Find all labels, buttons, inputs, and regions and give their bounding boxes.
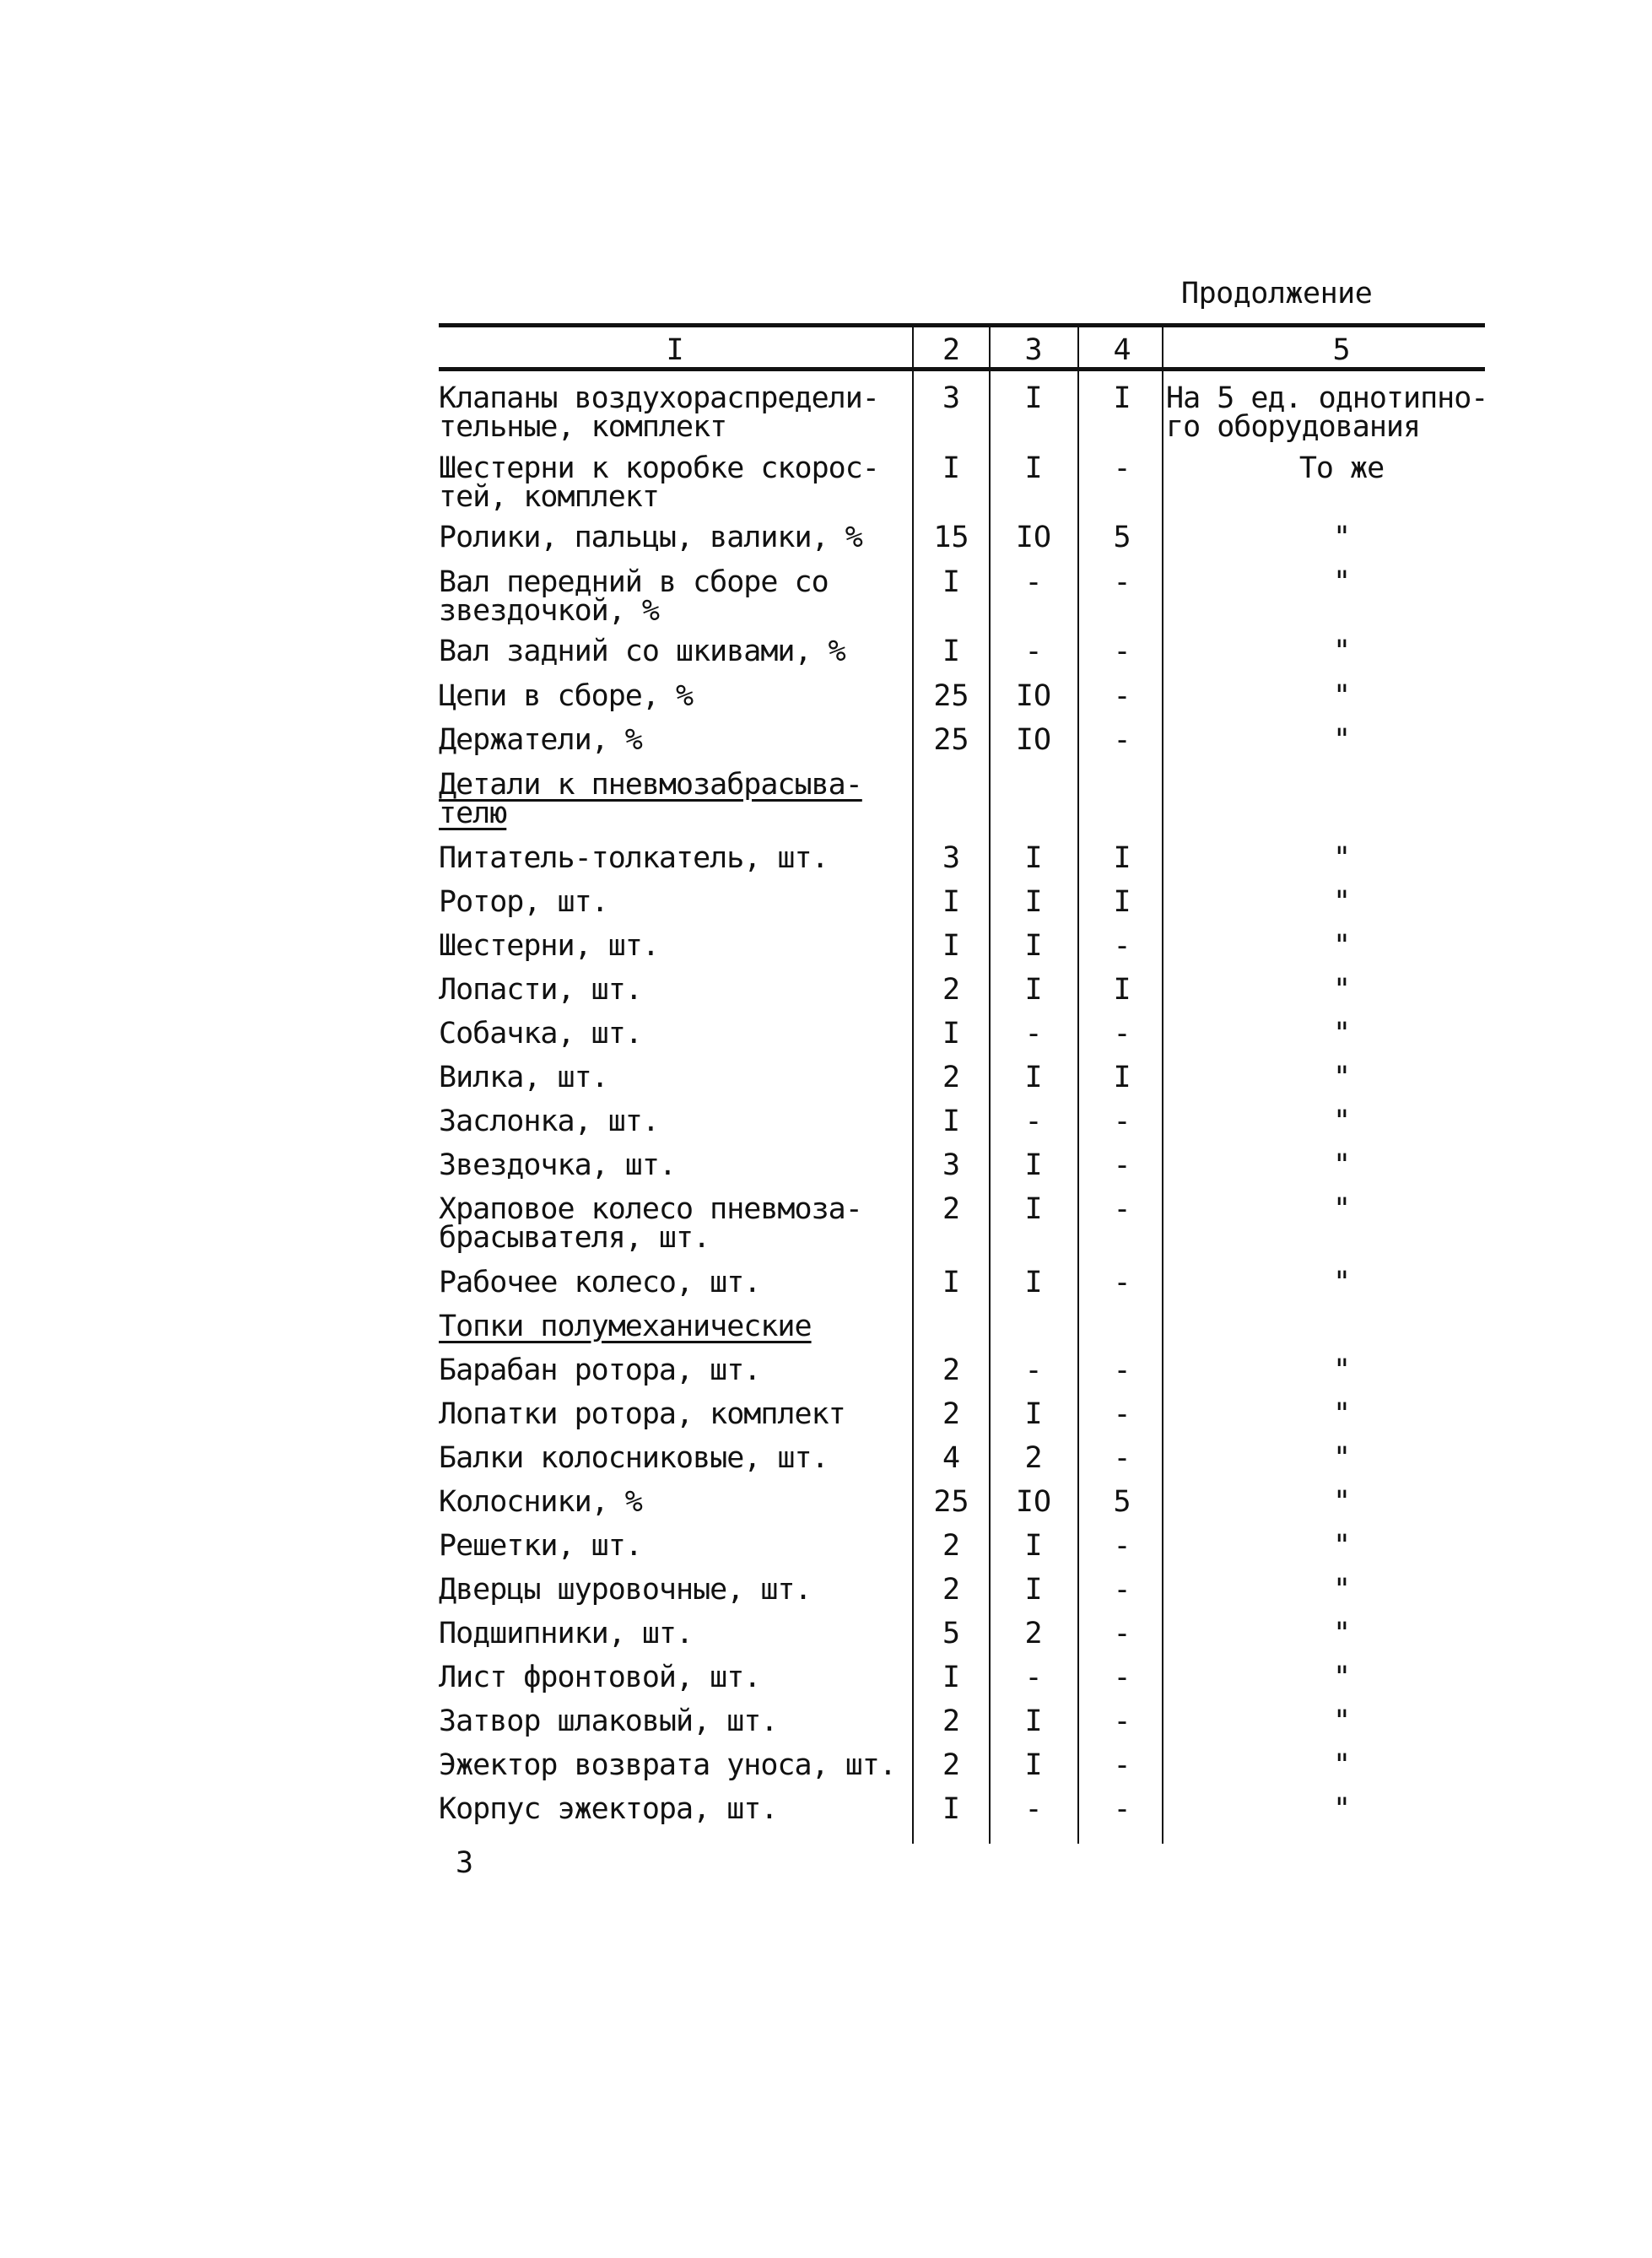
cell-col4: I xyxy=(1113,1061,1131,1094)
column-header: 3 xyxy=(1024,333,1043,367)
cell-col3: - xyxy=(1024,1105,1043,1138)
cell-note: " xyxy=(1332,885,1351,919)
cell-col3: I xyxy=(1024,1266,1043,1299)
column-header: 5 xyxy=(1332,333,1351,367)
cell-col4: - xyxy=(1113,1192,1131,1226)
cell-col4: - xyxy=(1113,1573,1131,1607)
item-name: Ротор, шт. xyxy=(439,885,608,919)
cell-col2: I xyxy=(942,1017,961,1051)
cell-note: " xyxy=(1332,1485,1351,1519)
item-name: Вал передний в сборе со звездочкой, % xyxy=(439,565,829,628)
section-heading: Детали к пневмозабрасыва- телю xyxy=(439,768,862,830)
cell-col4: - xyxy=(1113,1661,1131,1694)
cell-col3: 2 xyxy=(1024,1617,1043,1650)
cell-note: " xyxy=(1332,1353,1351,1387)
cell-col2: 2 xyxy=(942,1353,961,1387)
cell-col2: 15 xyxy=(933,521,969,554)
cell-col2: I xyxy=(942,1661,961,1694)
item-name: Рабочее колесо, шт. xyxy=(439,1266,761,1299)
item-name: Балки колосниковые, шт. xyxy=(439,1441,829,1475)
column-header: I xyxy=(666,333,684,367)
cell-note: " xyxy=(1332,1704,1351,1738)
item-name: Вилка, шт. xyxy=(439,1061,608,1094)
item-name: Шестерни к коробке скорос- тей, комплект xyxy=(439,451,879,514)
cell-note: " xyxy=(1332,1617,1351,1650)
cell-col3: I xyxy=(1024,1397,1043,1431)
cell-col2: I xyxy=(942,565,961,599)
cell-col3: I xyxy=(1024,885,1043,919)
cell-col4: - xyxy=(1113,1353,1131,1387)
item-name: Вал задний со шкивами, % xyxy=(439,635,845,668)
cell-col4: 5 xyxy=(1113,521,1131,554)
cell-col4: - xyxy=(1113,1017,1131,1051)
cell-col3: I xyxy=(1024,841,1043,875)
cell-col4: - xyxy=(1113,1704,1131,1738)
cell-col4: - xyxy=(1113,451,1131,485)
item-name: Шестерни, шт. xyxy=(439,929,659,963)
cell-note: " xyxy=(1332,841,1351,875)
cell-note: " xyxy=(1332,1397,1351,1431)
cell-col3: IO xyxy=(1015,679,1052,713)
cell-col2: 2 xyxy=(942,1748,961,1782)
cell-col3: I xyxy=(1024,381,1043,415)
cell-col4: - xyxy=(1113,1792,1131,1826)
cell-note: " xyxy=(1332,565,1351,599)
cell-col4: 5 xyxy=(1113,1485,1131,1519)
cell-col4: - xyxy=(1113,1266,1131,1299)
cell-col2: 3 xyxy=(942,381,961,415)
cell-col4: I xyxy=(1113,381,1131,415)
cell-note: " xyxy=(1332,1266,1351,1299)
cell-col2: I xyxy=(942,1792,961,1826)
item-name: Дверцы шуровочные, шт. xyxy=(439,1573,812,1607)
cell-col2: I xyxy=(942,635,961,668)
item-name: Подшипники, шт. xyxy=(439,1617,694,1650)
item-name: Эжектор возврата уноса, шт. xyxy=(439,1748,896,1782)
cell-col4: - xyxy=(1113,929,1131,963)
table-header-rule xyxy=(439,367,1485,371)
cell-col2: 25 xyxy=(933,1485,969,1519)
cell-col2: 2 xyxy=(942,1061,961,1094)
cell-col3: - xyxy=(1024,635,1043,668)
cell-col3: IO xyxy=(1015,723,1052,757)
cell-col2: 2 xyxy=(942,1192,961,1226)
cell-col2: 2 xyxy=(942,1573,961,1607)
item-name: Питатель-толкатель, шт. xyxy=(439,841,829,875)
cell-note: " xyxy=(1332,635,1351,668)
cell-note: " xyxy=(1332,1061,1351,1094)
item-name: Цепи в сборе, % xyxy=(439,679,694,713)
column-divider xyxy=(1077,325,1079,1844)
cell-col3: I xyxy=(1024,1573,1043,1607)
cell-col4: - xyxy=(1113,635,1131,668)
cell-col2: 4 xyxy=(942,1441,961,1475)
item-name: Клапаны воздухораспредели- тельные, комплект xyxy=(439,381,879,444)
cell-note: " xyxy=(1332,1017,1351,1051)
item-name: Затвор шлаковый, шт. xyxy=(439,1704,778,1738)
cell-col2: 3 xyxy=(942,1148,961,1182)
cell-col2: I xyxy=(942,1105,961,1138)
item-name: Храповое колесо пневмоза- брасывателя, шт. xyxy=(439,1192,862,1255)
cell-col4: - xyxy=(1113,1397,1131,1431)
cell-note: " xyxy=(1332,929,1351,963)
cell-col3: I xyxy=(1024,929,1043,963)
cell-col4: - xyxy=(1113,723,1131,757)
item-name: Барабан ротора, шт. xyxy=(439,1353,761,1387)
cell-col3: I xyxy=(1024,973,1043,1007)
cell-col3: IO xyxy=(1015,1485,1052,1519)
cell-col2: I xyxy=(942,929,961,963)
cell-col3: - xyxy=(1024,565,1043,599)
cell-col2: 5 xyxy=(942,1617,961,1650)
cell-note: " xyxy=(1332,1441,1351,1475)
item-name: Заслонка, шт. xyxy=(439,1105,659,1138)
cell-col3: I xyxy=(1024,1061,1043,1094)
cell-col4: - xyxy=(1113,1748,1131,1782)
cell-col4: - xyxy=(1113,1441,1131,1475)
cell-col2: 2 xyxy=(942,1529,961,1563)
item-name: Корпус эжектора, шт. xyxy=(439,1792,778,1826)
item-name: Собачка, шт. xyxy=(439,1017,642,1051)
column-header: 2 xyxy=(942,333,961,367)
cell-col4: I xyxy=(1113,885,1131,919)
cell-note: " xyxy=(1332,1748,1351,1782)
cell-note: На 5 ед. однотипно- го оборудования xyxy=(1166,381,1488,444)
cell-col2: 3 xyxy=(942,841,961,875)
item-name: Лопасти, шт. xyxy=(439,973,642,1007)
cell-col4: I xyxy=(1113,841,1131,875)
section-heading: Топки полумеханические xyxy=(439,1310,812,1343)
cell-note: " xyxy=(1332,1792,1351,1826)
cell-col3: I xyxy=(1024,1704,1043,1738)
cell-note: " xyxy=(1332,521,1351,554)
cell-col3: I xyxy=(1024,1748,1043,1782)
column-divider xyxy=(989,325,991,1844)
column-divider xyxy=(912,325,914,1844)
cell-note: То же xyxy=(1298,451,1385,485)
cell-note: " xyxy=(1332,723,1351,757)
cell-col3: - xyxy=(1024,1792,1043,1826)
cell-col3: I xyxy=(1024,1192,1043,1226)
cell-note: " xyxy=(1332,1661,1351,1694)
cell-col2: I xyxy=(942,885,961,919)
cell-col2: I xyxy=(942,451,961,485)
cell-col3: I xyxy=(1024,1529,1043,1563)
cell-col3: IO xyxy=(1015,521,1052,554)
cell-col2: 2 xyxy=(942,1397,961,1431)
item-name: Держатели, % xyxy=(439,723,642,757)
cell-col4: - xyxy=(1113,679,1131,713)
continuation-label: Продолжение xyxy=(1181,277,1373,311)
cell-note: " xyxy=(1332,1529,1351,1563)
cell-col3: I xyxy=(1024,1148,1043,1182)
item-name: Звездочка, шт. xyxy=(439,1148,677,1182)
page-number: 3 xyxy=(456,1846,474,1880)
cell-note: " xyxy=(1332,1105,1351,1138)
cell-col3: - xyxy=(1024,1353,1043,1387)
cell-col4: - xyxy=(1113,565,1131,599)
item-name: Лопатки ротора, комплект xyxy=(439,1397,845,1431)
cell-note: " xyxy=(1332,1192,1351,1226)
table-top-rule xyxy=(439,323,1485,327)
cell-col4: - xyxy=(1113,1529,1131,1563)
cell-col4: - xyxy=(1113,1617,1131,1650)
cell-col3: I xyxy=(1024,451,1043,485)
cell-col4: I xyxy=(1113,973,1131,1007)
column-header: 4 xyxy=(1113,333,1131,367)
cell-note: " xyxy=(1332,679,1351,713)
item-name: Колосники, % xyxy=(439,1485,642,1519)
cell-note: " xyxy=(1332,973,1351,1007)
item-name: Ролики, пальцы, валики, % xyxy=(439,521,862,554)
cell-col2: I xyxy=(942,1266,961,1299)
cell-col3: 2 xyxy=(1024,1441,1043,1475)
cell-col4: - xyxy=(1113,1148,1131,1182)
cell-col2: 25 xyxy=(933,679,969,713)
cell-col2: 2 xyxy=(942,973,961,1007)
cell-col4: - xyxy=(1113,1105,1131,1138)
cell-note: " xyxy=(1332,1148,1351,1182)
item-name: Лист фронтовой, шт. xyxy=(439,1661,761,1694)
cell-col2: 2 xyxy=(942,1704,961,1738)
cell-note: " xyxy=(1332,1573,1351,1607)
cell-col2: 25 xyxy=(933,723,969,757)
item-name: Решетки, шт. xyxy=(439,1529,642,1563)
cell-col3: - xyxy=(1024,1017,1043,1051)
cell-col3: - xyxy=(1024,1661,1043,1694)
